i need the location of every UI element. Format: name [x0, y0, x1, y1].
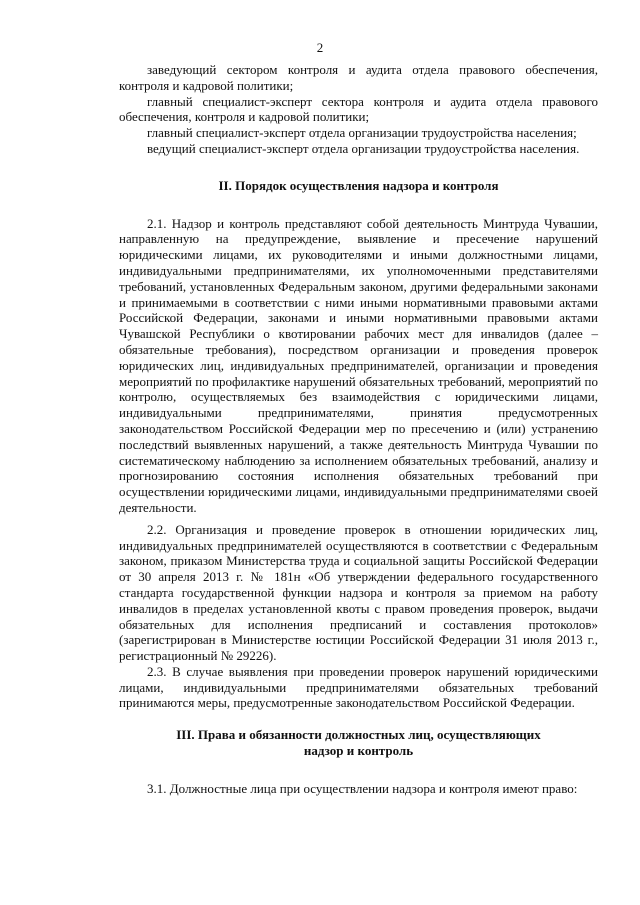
- page-number: 2: [316, 40, 324, 55]
- document-body: [119, 62, 598, 797]
- staff-item: главный специалист-эксперт отдела организации трудоустройства населения;: [147, 125, 577, 141]
- staff-item: ведущий специалист-эксперт отдела организации трудоустройства населения.: [147, 140, 580, 156]
- paragraph-2-2: 2.2. Организация и проведение проверок в отношении юридических лиц, индивидуальных предпринимателей осуществляются в соответствии с Федеральным законом, приказом Министерства труда и социальной защиты Российской Федерации от 30 апреля 2013 г. № 181н «Об утверждении федерального государственного стандарта государственной функции надзора и контроля за приемом на работу инвалидов в пределах установленной квоты с правом проведения проверок, выдачи обязательных для исполнения предписаний и составления протоколов» (зарегистрирован в Министерстве юстиции Российской Федерации 31 июля 2013 г., регистрационный № 29226).: [119, 521, 598, 664]
- section-2-heading: II. Порядок осуществления надзора и контроля: [218, 177, 499, 193]
- paragraph-3-1: 3.1. Должностные лица при осуществлении надзора и контроля имеют право:: [147, 780, 578, 796]
- paragraph-2-3: 2.3. В случае выявления при проведении проверок нарушений юридическими лицами, индивидуальными предпринимателями обязательных требований принимаются меры, предусмотренные законодательством Российской Федерации.: [119, 663, 598, 711]
- staff-item: заведующий сектором контроля и аудита отдела правового обеспечения, контроля и кадровой политики;: [119, 62, 598, 93]
- section-3-heading-line-2: надзор и контроль: [303, 743, 414, 759]
- paragraph-2-1: 2.1. Надзор и контроль представляют собой деятельность Минтруда Чувашии, направленную на предупреждение, выявление и пресечение нарушений юридическими лицами, их руководителями и иными должностными лицами, индивидуальными предпринимателями, их уполномоченными представителями требований, установленных Федеральным законом, другими федеральными законами и принимаемыми в соответствии с ними иными нормативными правовыми актами Российской Федерации, законами и иными нормативными правовыми актами Чувашской Республики о квотировании рабочих мест для инвалидов (далее – обязательные требования), посредством организации и проведения проверок юридических лиц, индивидуальных предпринимателей, организации и проведения мероприятий по профилактике нарушений обязательных требований, мероприятий по контролю, осуществляемых без взаимодействия с юридическими лицами, индивидуальными предпринимателями, принятия предусмотренных законодательством Российской Федерации мер по пресечению и (или) устранению последствий выявленных нарушений, а также деятельность Минтруда Чувашии по систематическому наблюдению за исполнением обязательных требований, анализу и прогнозированию состояния исполнения обязательных требований при осуществлении юридическими лицами, индивидуальными предпринимателями своей деятельности.: [119, 215, 598, 515]
- section-3-heading-line-1: III. Права и обязанности должностных лиц, осуществляющих: [176, 727, 541, 743]
- staff-item: главный специалист-эксперт сектора контроля и аудита отдела правового обеспечения, контроля и кадровой политики;: [119, 93, 598, 125]
- section-3-heading: [119, 727, 598, 759]
